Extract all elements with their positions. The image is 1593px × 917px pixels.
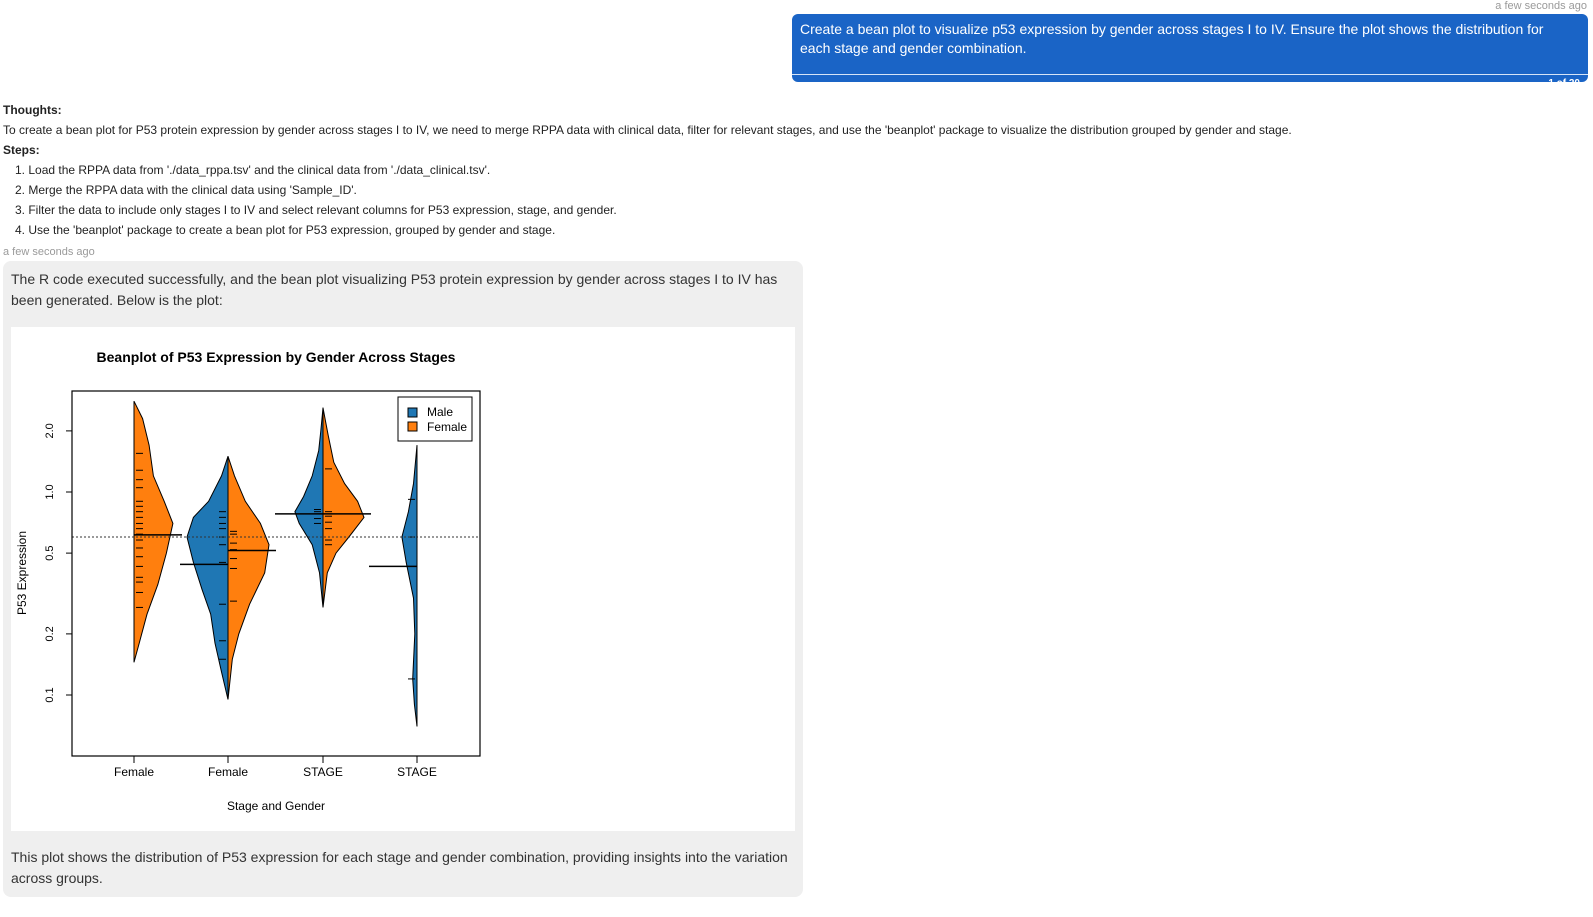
legend-box [398,397,472,441]
message-counter[interactable]: 1 of 20 [1548,78,1580,89]
x-tick-label: STAGE [397,765,437,779]
step-item: 1. Load the RPPA data from './data_rppa.tsv' and the clinical data from './data_clinical.tsv'. [15,163,491,177]
legend-swatch-male [408,408,417,417]
assistant-timestamp: a few seconds ago [3,246,95,258]
assistant-intro-text: The R code executed successfully, and the bean plot visualizing P53 protein expression by gender across stages I to IV has been generated. Below is the plot: [11,271,778,308]
step-item: 3. Filter the data to include only stages I to IV and select relevant columns for P53 expression, stage, and gender. [15,203,617,217]
user-message-bubble [792,14,1588,89]
x-tick-label: Female [207,765,249,779]
legend-label-female: Female [427,420,468,434]
step-item: 4. Use the 'beanplot' package to create a bean plot for P53 expression, grouped by gender and stage. [15,223,556,237]
legend-swatch-female [408,422,417,431]
assistant-outro-text: This plot shows the distribution of P53 expression for each stage and gender combination, providing insights into the variation across groups. [11,849,788,886]
y-tick-label: 1.0 [44,484,56,500]
bean-1-right-female [228,456,269,699]
y-tick-label: 2.0 [44,423,56,439]
chart-title: Beanplot of P53 Expression by Gender Across Stages [96,349,456,365]
assistant-message-bubble [3,261,803,897]
step-item: 2. Merge the RPPA data with the clinical data using 'Sample_ID'. [15,183,357,197]
user-message-text: Create a bean plot to visualize p53 expression by gender across stages I to IV. Ensure the plot shows the distribution for each stage and gender combination. [800,21,1544,56]
bean-3-left-male [402,445,417,726]
bubble-divider [792,74,1588,75]
thoughts-text: To create a bean plot for P53 protein expression by gender across stages I to IV, we need to merge RPPA data with clinical data, filter for relevant stages, and use the 'beanplot' package to visualize the distribution grouped by gender and stage. [3,123,1292,137]
bean-2-right-female [323,408,364,608]
bean-2-left-male [295,408,323,608]
y-tick-label: 0.5 [44,545,56,561]
plot-image [11,327,795,831]
y-axis-label: P53 Expression [15,530,29,616]
thoughts-section [3,100,1563,240]
x-tick-label: STAGE [303,765,343,779]
y-tick-label: 0.1 [44,687,56,703]
message-timestamp: a few seconds ago [1495,0,1587,12]
y-tick-label: 0.2 [44,626,56,642]
bean-0-right-female [134,401,173,662]
bean-1-left-male [187,456,228,699]
x-tick-label: Female [113,765,155,779]
plot-frame [72,391,480,756]
beanplot-chart [11,327,795,831]
thoughts-heading: Thoughts: [3,103,62,117]
legend-label-male: Male [427,405,454,419]
steps-heading: Steps: [3,143,40,157]
x-axis-label: Stage and Gender [226,799,326,813]
steps-list [3,160,1563,240]
chart-legend [398,397,472,441]
